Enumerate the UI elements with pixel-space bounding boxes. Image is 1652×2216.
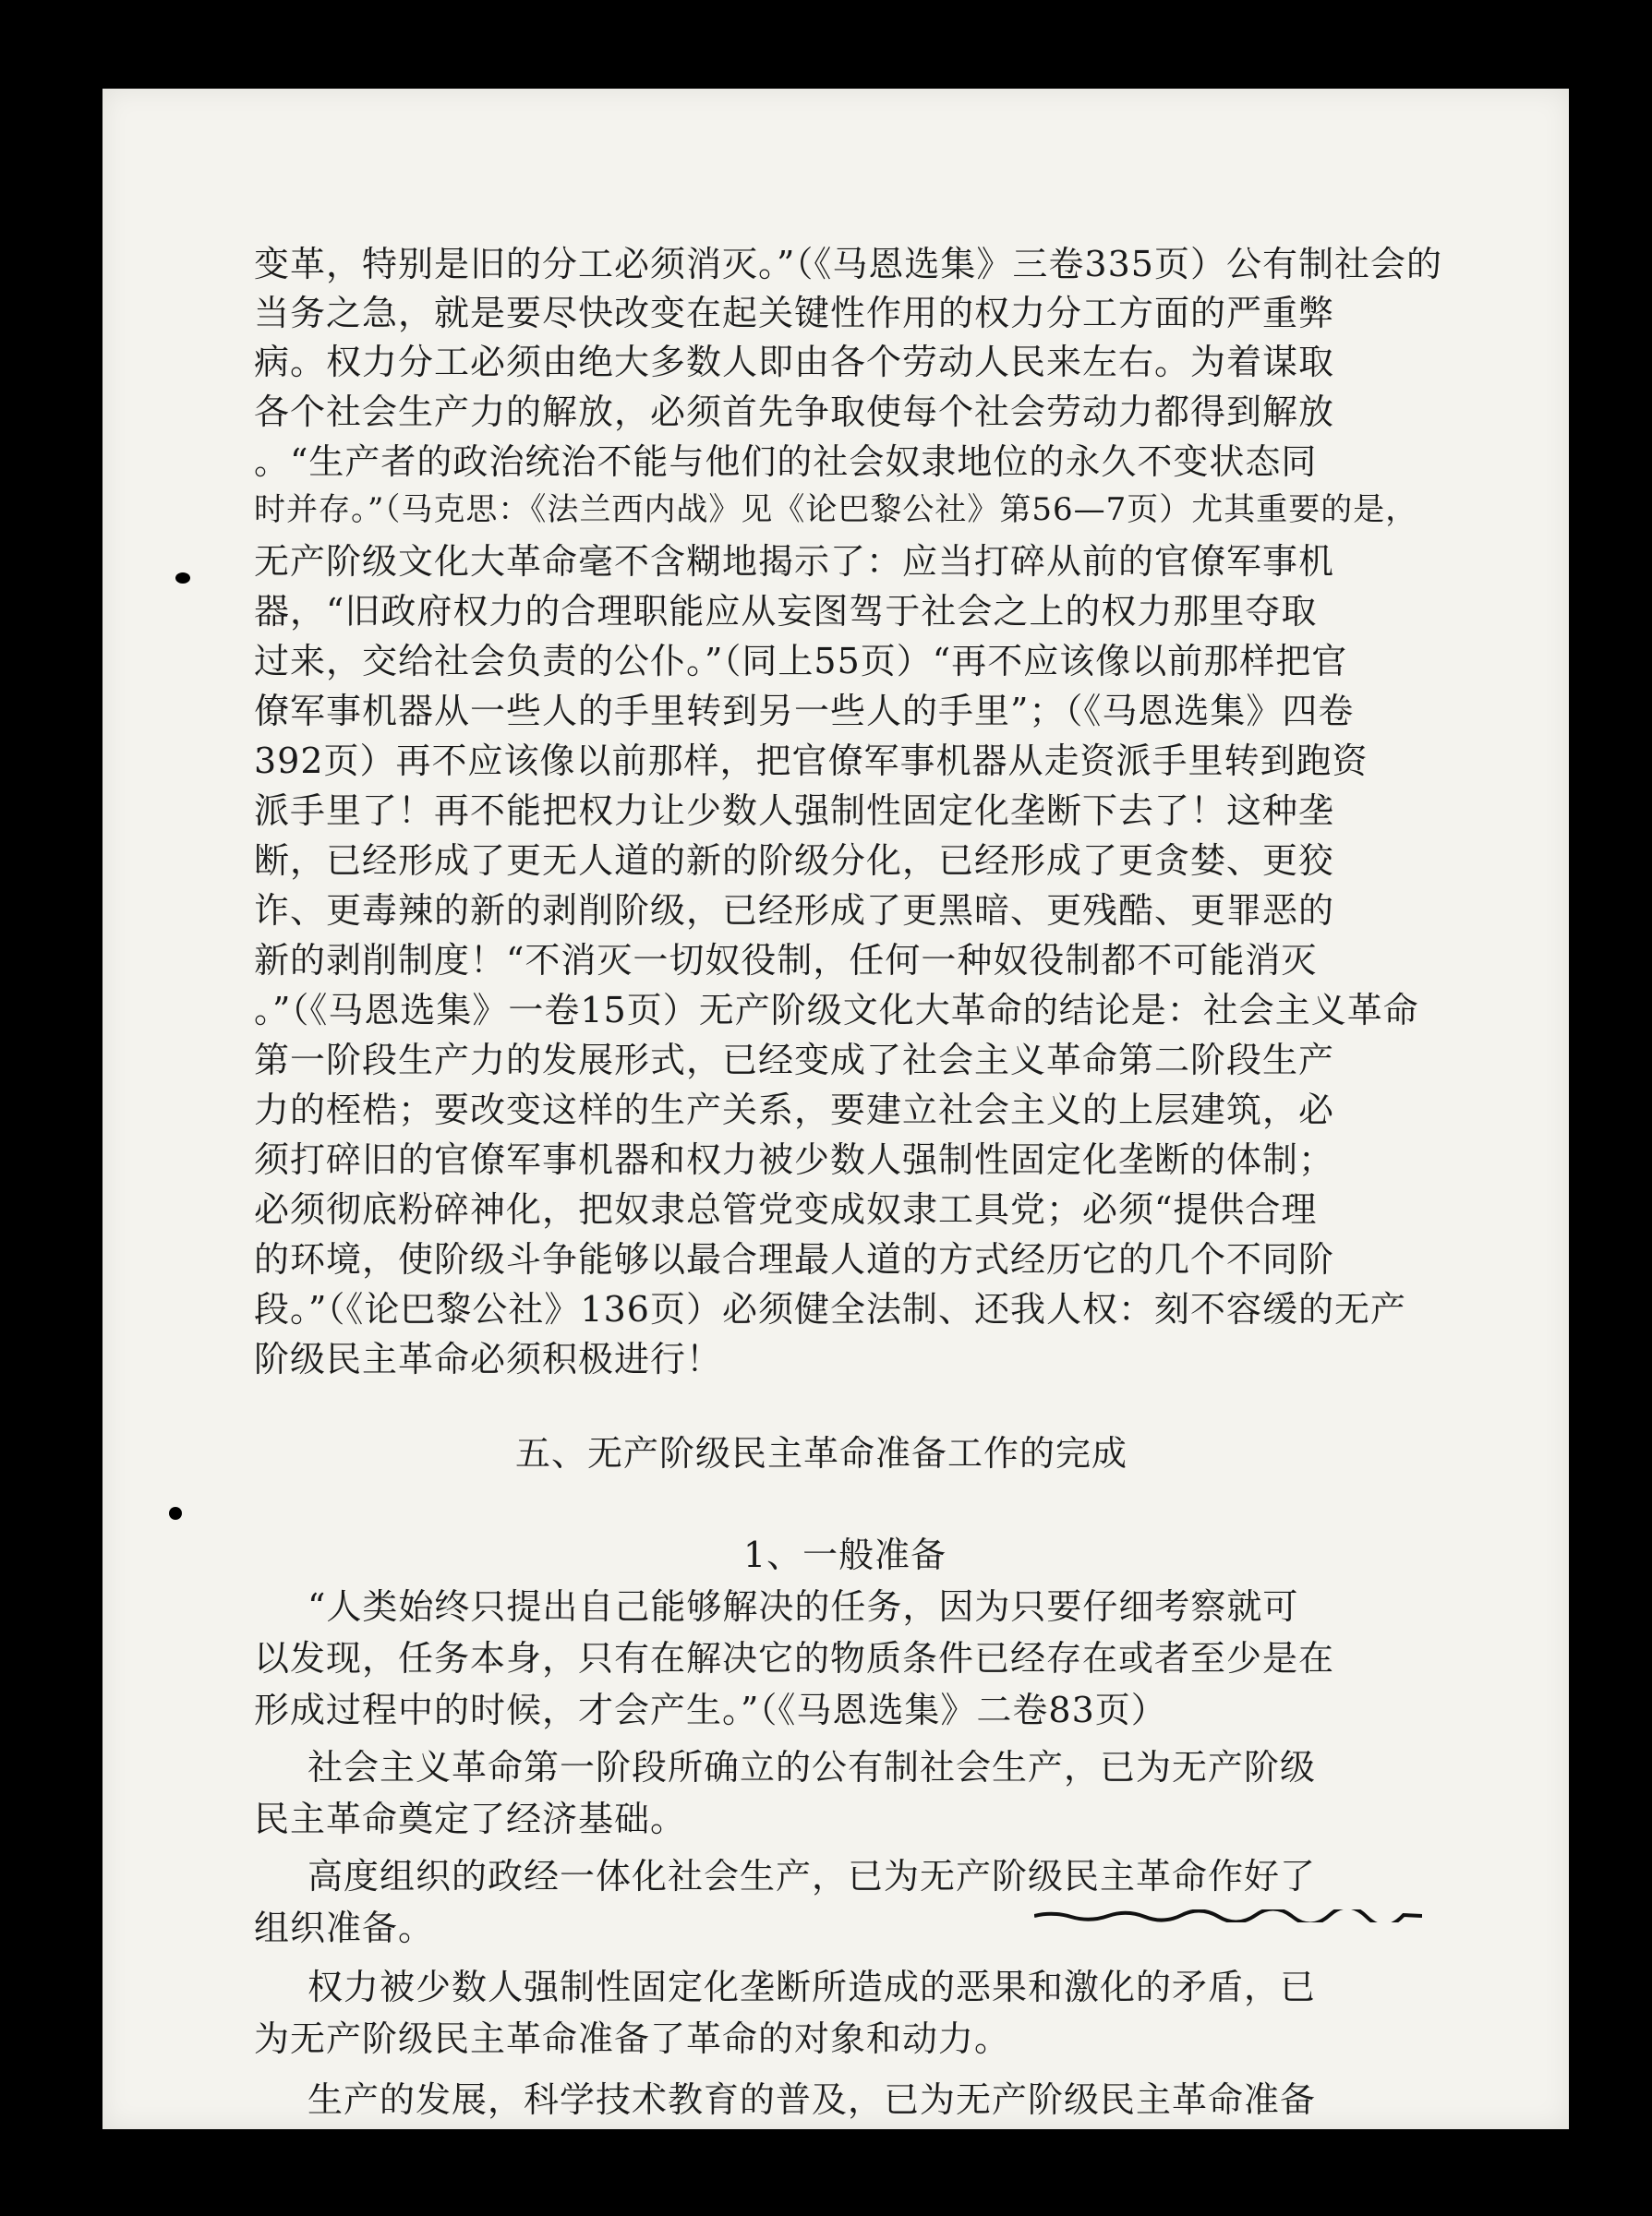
- text-line: 各个社会生产力的解放，必须首先争取使每个社会劳动力都得到解放: [254, 391, 1335, 432]
- text-line: 器，“旧政府权力的合理职能应从妄图驾于社会之上的权力那里夺取: [254, 591, 1318, 632]
- handwritten-underline-scribble: [1034, 1909, 1422, 1922]
- text-line: 僚军事机器从一些人的手里转到另一些人的手里”；（《马恩选集》四卷: [254, 691, 1355, 731]
- text-line: 必须彻底粉碎神化，把奴隶总管党变成奴隶工具党；必须“提供合理: [254, 1189, 1318, 1230]
- text-line: 过来，交给社会负责的公仆。”（同上55页）“再不应该像以前那样把官: [254, 641, 1348, 681]
- text-line: 病。权力分工必须由绝大多数人即由各个劳动人民来左右。为着谋取: [254, 342, 1335, 382]
- text-line: 。“生产者的政治统治不能与他们的社会奴隶地位的永久不变状态同: [254, 441, 1318, 482]
- text-line: “人类始终只提出自己能够解决的任务，因为只要仔细考察就可: [307, 1586, 1299, 1627]
- text-line: 阶级民主革命必须积极进行！: [254, 1339, 723, 1379]
- text-line: 的环境，使阶级斗争能够以最合理最人道的方式经历它的几个不同阶: [254, 1239, 1335, 1280]
- text-line: 392页）再不应该像以前那样，把官僚军事机器从走资派手里转到跑资: [254, 741, 1369, 781]
- text-line: 。”（《马恩选集》一卷15页）无产阶级文化大革命的结论是：社会主义革命: [254, 990, 1419, 1030]
- text-line: 形成过程中的时候，才会产生。”（《马恩选集》二卷83页）: [254, 1690, 1167, 1730]
- text-line: 组织准备。: [254, 1908, 435, 1948]
- punch-hole-mark: [175, 572, 190, 584]
- text-line: 新的剥削制度！“不消灭一切奴役制，任何一种奴役制都不可能消灭: [254, 940, 1318, 981]
- text-line: 当务之急，就是要尽快改变在起关键性作用的权力分工方面的严重弊: [254, 293, 1335, 333]
- text-line: 变革，特别是旧的分工必须消灭。”（《马恩选集》三卷335页）公有制社会的: [254, 244, 1442, 284]
- punch-hole-mark: [169, 1507, 182, 1520]
- text-line: 高度组织的政经一体化社会生产，已为无产阶级民主革命作好了: [307, 1856, 1317, 1897]
- text-line: 无产阶级文化大革命毫不含糊地揭示了：应当打碎从前的官僚军事机: [254, 541, 1335, 582]
- text-line: 以发现，任务本身，只有在解决它的物质条件已经存在或者至少是在: [254, 1638, 1335, 1679]
- text-line: 力的桎梏；要改变这样的生产关系，要建立社会主义的上层建筑，必: [254, 1090, 1335, 1130]
- section-title: 五、无产阶级民主革命准备工作的完成: [515, 1433, 1128, 1474]
- text-line: 第一阶段生产力的发展形式，已经变成了社会主义革命第二阶段生产: [254, 1040, 1335, 1080]
- text-line: 断，已经形成了更无人道的新的阶级分化，已经形成了更贪婪、更狡: [254, 840, 1335, 881]
- text-line: 生产的发展，科学技术教育的普及，已为无产阶级民主革命准备: [307, 2079, 1317, 2120]
- text-line: 派手里了！再不能把权力让少数人强制性固定化垄断下去了！这种垄: [254, 790, 1335, 831]
- text-line: 社会主义革命第一阶段所确立的公有制社会生产，已为无产阶级: [307, 1747, 1317, 1788]
- subsection-title: 1、一般准备: [743, 1535, 947, 1575]
- text-line: 段。”（《论巴黎公社》136页）必须健全法制、还我人权：刻不容缓的无产: [254, 1289, 1406, 1330]
- text-line: 权力被少数人强制性固定化垄断所造成的恶果和激化的矛盾，已: [307, 1967, 1317, 2007]
- text-line: 民主革命奠定了经济基础。: [254, 1799, 687, 1839]
- text-line: 为无产阶级民主革命准备了革命的对象和动力。: [254, 2018, 1011, 2059]
- text-line: 须打碎旧的官僚军事机器和权力被少数人强制性固定化垄断的体制；: [254, 1139, 1335, 1180]
- text-line: 诈、更毒辣的新的剥削阶级，已经形成了更黑暗、更残酷、更罪恶的: [254, 890, 1335, 931]
- text-line: 时并存。”（马克思：《法兰西内战》见《论巴黎公社》第56—7页）尤其重要的是，: [254, 491, 1418, 528]
